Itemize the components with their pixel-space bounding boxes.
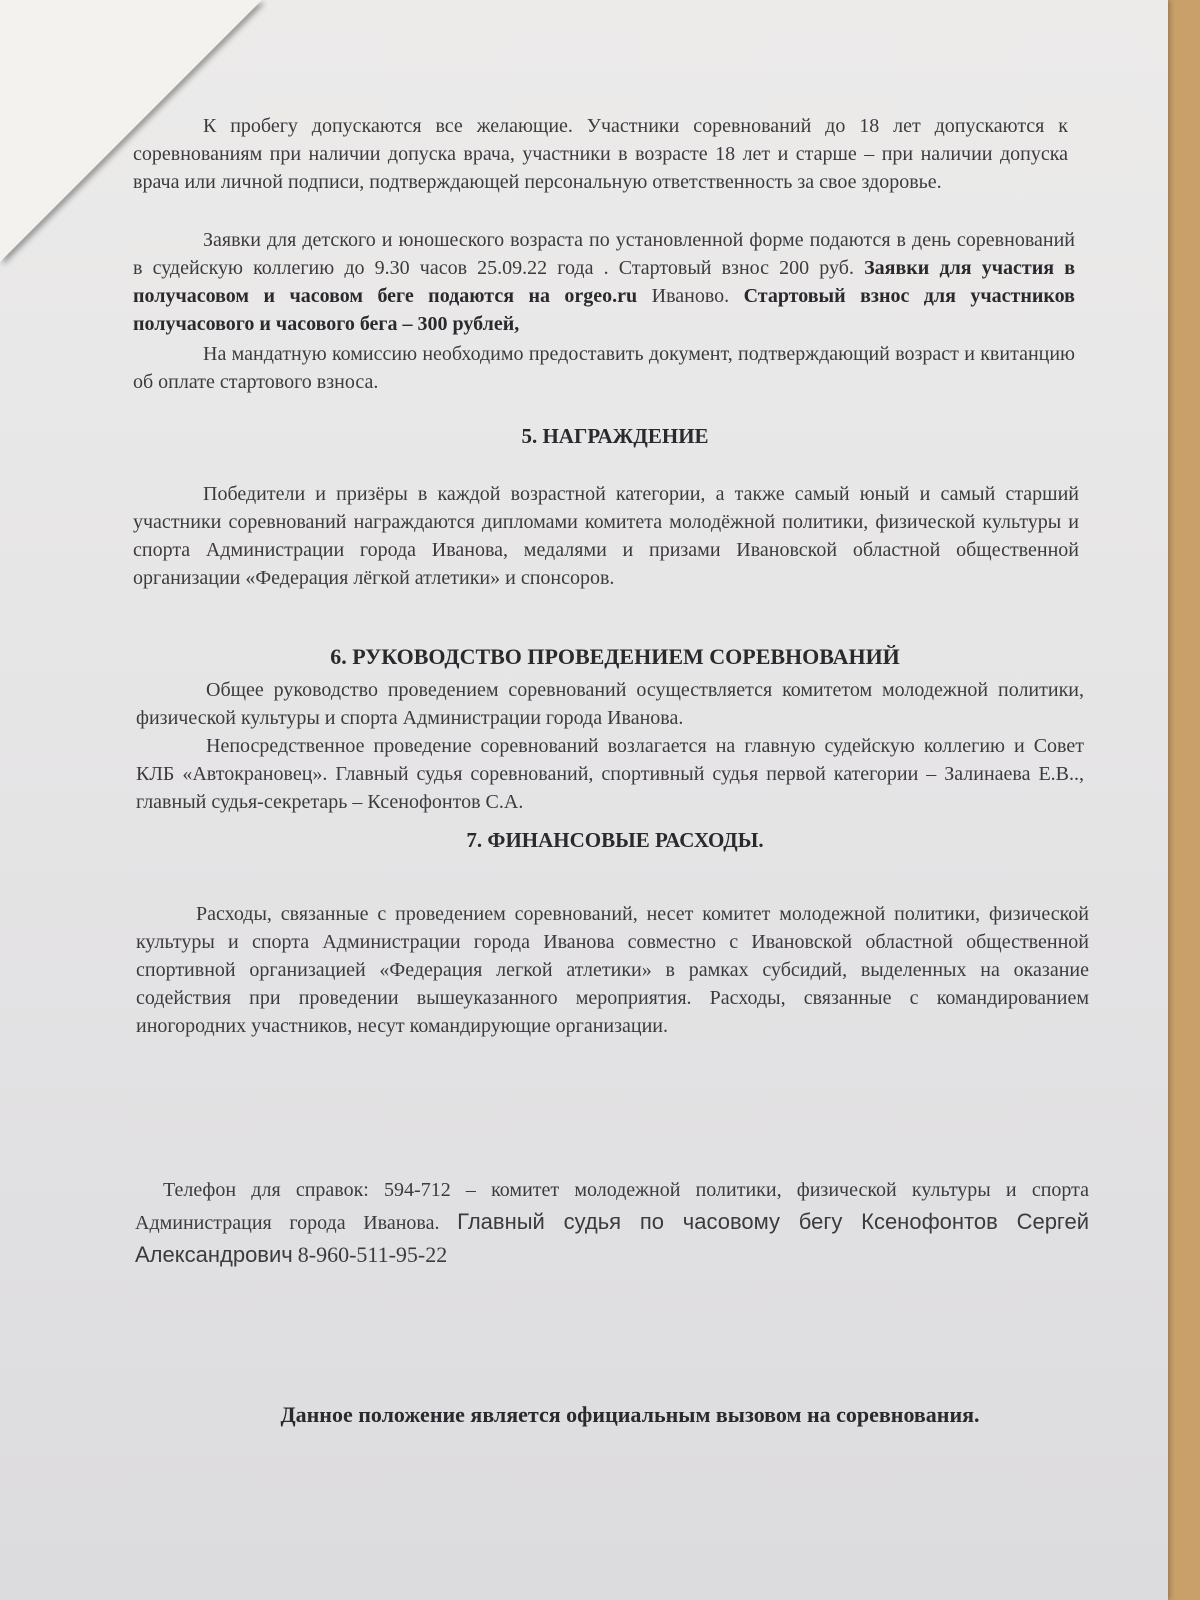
admission-paragraph: К пробегу допускаются все желающие. Участники соревнований до 18 лет допускаются к соревнованиям при наличии допуска врача, участники в возрасте 18 лет и старше – при наличии допуска врача или личной подписи, подтверждающей персональную ответственность за свое здоровье. xyxy=(133,115,1068,193)
entry-fee-text: Стартовый взнос для участников получасового и часового бега – 300 рублей, xyxy=(133,285,1075,335)
orgeo-applications-text: Заявки для участия в получасовом и часовом беге подаются на orgeo.ru xyxy=(133,257,1075,307)
city-text: Иваново. xyxy=(651,285,730,307)
awards-heading: 5. НАГРАЖДЕНИЕ xyxy=(521,424,709,448)
chief-judge-text: Главный судья по часовому бегу Ксенофонтов Сергей Александрович xyxy=(135,1209,1089,1267)
reference-phone-text: Телефон для справок: 594-712 – комитет молодежной политики, физической культуры и спорта Администрация города Иванова. xyxy=(135,1179,1089,1234)
mandate-commission-paragraph: На мандатную комиссию необходимо предоставить документ, подтверждающий возраст и квитанцию об оплате стартового взноса. xyxy=(133,343,1075,393)
financial-heading: 7. ФИНАНСОВЫЕ РАСХОДЫ. xyxy=(466,828,764,852)
applications-paragraph xyxy=(133,226,1075,338)
general-management-paragraph: Общее руководство проведением соревнований осуществляется комитетом молодежной политики, физической культуры и спорта Администрации города Иванова. xyxy=(136,679,1084,729)
direct-management-paragraph: Непосредственное проведение соревнований возлагается на главную судейскую коллегию и Совет КЛБ «Автокрановец». Главный судья соревнований, спортивный судья первой категории – Залинаева Е.В.., главный судья-секретарь – Ксенофонтов С.А. xyxy=(136,735,1084,813)
contacts-paragraph xyxy=(135,1174,1089,1272)
official-call-closing: Данное положение является официальным вызовом на соревнования. xyxy=(280,1402,980,1427)
management-heading: 6. РУКОВОДСТВО ПРОВЕДЕНИЕМ СОРЕВНОВАНИЙ xyxy=(330,644,900,669)
expenses-paragraph: Расходы, связанные с проведением соревнований, несет комитет молодежной политики, физической культуры и спорта Администрации города Иванова совместно с Ивановской областной общественной спортивной организацией «Федерация легкой атлетики» в рамках субсидий, выделенных на оказание содействия при проведении вышеуказанного мероприятия. Расходы, связанные с командированием иногородних участников, несут командирующие организации. xyxy=(136,903,1089,1037)
awards-paragraph: Победители и призёры в каждой возрастной категории, а также самый юный и самый старший участники соревнований награждаются дипломами комитета молодёжной политики, физической культуры и спорта Администрации города Иванова, медалями и призами Ивановской областной общественной организации «Федерация лёгкой атлетики» и спонсоров. xyxy=(133,483,1079,589)
chief-judge-phone: 8-960-511-95-22 xyxy=(297,1242,448,1267)
applications-text: Заявки для детского и юношеского возраста по установленной форме подаются в день соревнований в судейскую коллегию до 9.30 часов 25.09.22 года . Стартовый взнос 200 руб. xyxy=(133,229,1075,279)
